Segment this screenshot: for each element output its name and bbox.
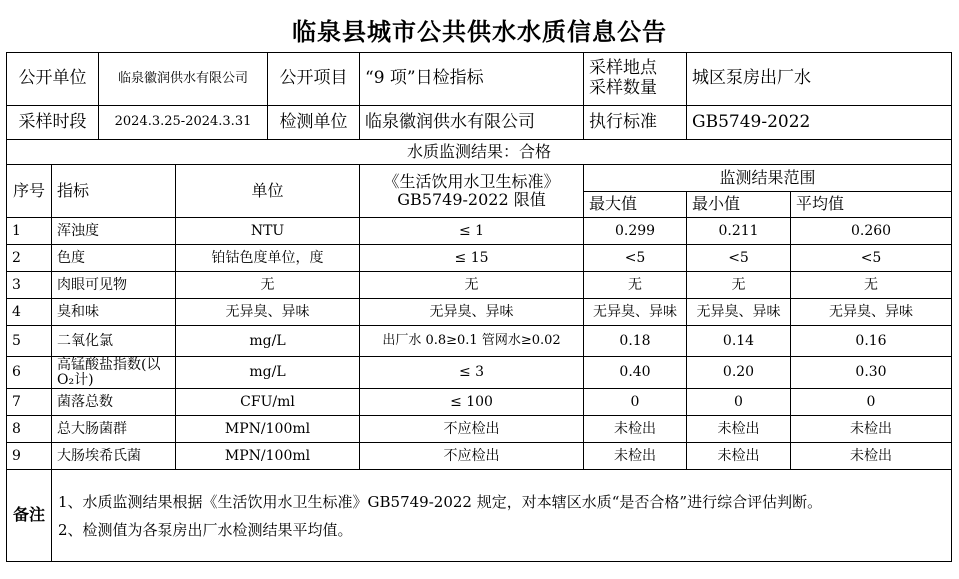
row-min: 无异臭、异味 bbox=[687, 299, 791, 326]
row-min: 无 bbox=[687, 272, 791, 299]
notes-label: 备注 bbox=[7, 470, 52, 562]
row-unit: mg/L bbox=[176, 357, 360, 389]
header-range: 监测结果范围 bbox=[584, 165, 952, 192]
row-max: 未检出 bbox=[584, 443, 687, 470]
row-indicator: 臭和味 bbox=[52, 299, 176, 326]
pub-unit-label: 公开单位 bbox=[7, 53, 99, 106]
row-avg: <5 bbox=[791, 245, 952, 272]
row-indicator: 总大肠菌群 bbox=[52, 416, 176, 443]
row-limit: 不应检出 bbox=[360, 416, 584, 443]
row-limit: ≤ 15 bbox=[360, 245, 584, 272]
pub-item-label: 公开项目 bbox=[268, 53, 360, 106]
row-avg: 无 bbox=[791, 272, 952, 299]
table-row bbox=[7, 299, 952, 326]
row-limit: 不应检出 bbox=[360, 443, 584, 470]
row-avg: 0.260 bbox=[791, 218, 952, 245]
row-avg: 未检出 bbox=[791, 416, 952, 443]
note-item: 2、检测值为各泵房出厂水检测结果平均值。 bbox=[58, 520, 353, 539]
table-row bbox=[7, 245, 952, 272]
row-max: 无异臭、异味 bbox=[584, 299, 687, 326]
notes-block bbox=[52, 470, 952, 562]
row-limit: ≤ 3 bbox=[360, 357, 584, 389]
header-no: 序号 bbox=[7, 165, 52, 218]
row-indicator: 二氧化氯 bbox=[52, 326, 176, 357]
row-unit: 无 bbox=[176, 272, 360, 299]
header-avg: 平均值 bbox=[791, 192, 952, 218]
row-min: 0.14 bbox=[687, 326, 791, 357]
sample-quantity-label-line: 采样数量 bbox=[589, 78, 658, 98]
sample-time-value: 2024.3.25-2024.3.31 bbox=[99, 106, 268, 140]
header-max: 最大值 bbox=[584, 192, 687, 218]
table-row bbox=[7, 272, 952, 299]
table-row bbox=[7, 326, 952, 357]
row-min: <5 bbox=[687, 245, 791, 272]
table-row bbox=[7, 357, 952, 389]
row-no: 2 bbox=[7, 245, 52, 272]
row-unit: 无异臭、异味 bbox=[176, 299, 360, 326]
row-no: 6 bbox=[7, 357, 52, 389]
row-max: 0 bbox=[584, 389, 687, 416]
row-avg: 无异臭、异味 bbox=[791, 299, 952, 326]
result-summary: 水质监测结果：合格 bbox=[7, 140, 952, 165]
row-limit: ≤ 1 bbox=[360, 218, 584, 245]
row-unit: CFU/ml bbox=[176, 389, 360, 416]
row-max: <5 bbox=[584, 245, 687, 272]
row-avg: 0.16 bbox=[791, 326, 952, 357]
row-unit: 铂钴色度单位，度 bbox=[176, 245, 360, 272]
row-unit: MPN/100ml bbox=[176, 443, 360, 470]
header-indicator: 指标 bbox=[52, 165, 176, 218]
row-indicator: 大肠埃希氏菌 bbox=[52, 443, 176, 470]
pub-item-value: “9 项”日检指标 bbox=[360, 53, 584, 106]
row-min: 0.211 bbox=[687, 218, 791, 245]
page-title: 临泉县城市公共供水水质信息公告 bbox=[292, 18, 667, 46]
standard-value: GB5749-2022 bbox=[687, 106, 952, 140]
standard-label: 执行标准 bbox=[584, 106, 687, 140]
row-no: 9 bbox=[7, 443, 52, 470]
header-min: 最小值 bbox=[687, 192, 791, 218]
sample-location-label bbox=[584, 53, 687, 106]
row-indicator: 菌落总数 bbox=[52, 389, 176, 416]
row-limit: 无 bbox=[360, 272, 584, 299]
row-min: 未检出 bbox=[687, 416, 791, 443]
row-max: 无 bbox=[584, 272, 687, 299]
row-min: 0.20 bbox=[687, 357, 791, 389]
test-unit-label: 检测单位 bbox=[268, 106, 360, 140]
water-quality-table bbox=[6, 52, 952, 562]
row-limit: 出厂水 0.8≥0.1 管网水≥0.02 bbox=[360, 326, 584, 357]
row-unit: MPN/100ml bbox=[176, 416, 360, 443]
row-avg: 未检出 bbox=[791, 443, 952, 470]
row-max: 0.40 bbox=[584, 357, 687, 389]
row-no: 7 bbox=[7, 389, 52, 416]
row-no: 3 bbox=[7, 272, 52, 299]
row-avg: 0.30 bbox=[791, 357, 952, 389]
table-row bbox=[7, 416, 952, 443]
row-indicator: 肉眼可见物 bbox=[52, 272, 176, 299]
sample-location-value: 城区泵房出厂水 bbox=[687, 53, 952, 106]
test-unit-value: 临泉徽润供水有限公司 bbox=[360, 106, 584, 140]
row-max: 0.299 bbox=[584, 218, 687, 245]
row-limit: 无异臭、异味 bbox=[360, 299, 584, 326]
row-unit: mg/L bbox=[176, 326, 360, 357]
table-row bbox=[7, 218, 952, 245]
row-no: 8 bbox=[7, 416, 52, 443]
table-row bbox=[7, 389, 952, 416]
row-limit: ≤ 100 bbox=[360, 389, 584, 416]
row-no: 4 bbox=[7, 299, 52, 326]
header-limit bbox=[360, 165, 584, 218]
table-row bbox=[7, 443, 952, 470]
row-indicator: 高锰酸盐指数(以O₂计) bbox=[52, 357, 176, 389]
row-unit: NTU bbox=[176, 218, 360, 245]
row-min: 未检出 bbox=[687, 443, 791, 470]
header-unit: 单位 bbox=[176, 165, 360, 218]
note-item: 1、水质监测结果根据《生活饮用水卫生标准》GB5749-2022 规定，对本辖区水质“是否合格”进行综合评估判断。 bbox=[58, 492, 823, 511]
row-indicator: 浑浊度 bbox=[52, 218, 176, 245]
row-avg: 0 bbox=[791, 389, 952, 416]
row-no: 1 bbox=[7, 218, 52, 245]
sample-time-label: 采样时段 bbox=[7, 106, 99, 140]
header-limit-line1: 《生活饮用水卫生标准》 bbox=[383, 171, 560, 191]
sample-location-label-line: 采样地点 bbox=[589, 58, 658, 79]
pub-unit-value: 临泉徽润供水有限公司 bbox=[99, 53, 268, 106]
row-indicator: 色度 bbox=[52, 245, 176, 272]
row-min: 0 bbox=[687, 389, 791, 416]
row-max: 0.18 bbox=[584, 326, 687, 357]
row-max: 未检出 bbox=[584, 416, 687, 443]
row-no: 5 bbox=[7, 326, 52, 357]
header-limit-line2: GB5749-2022 限值 bbox=[397, 190, 546, 209]
